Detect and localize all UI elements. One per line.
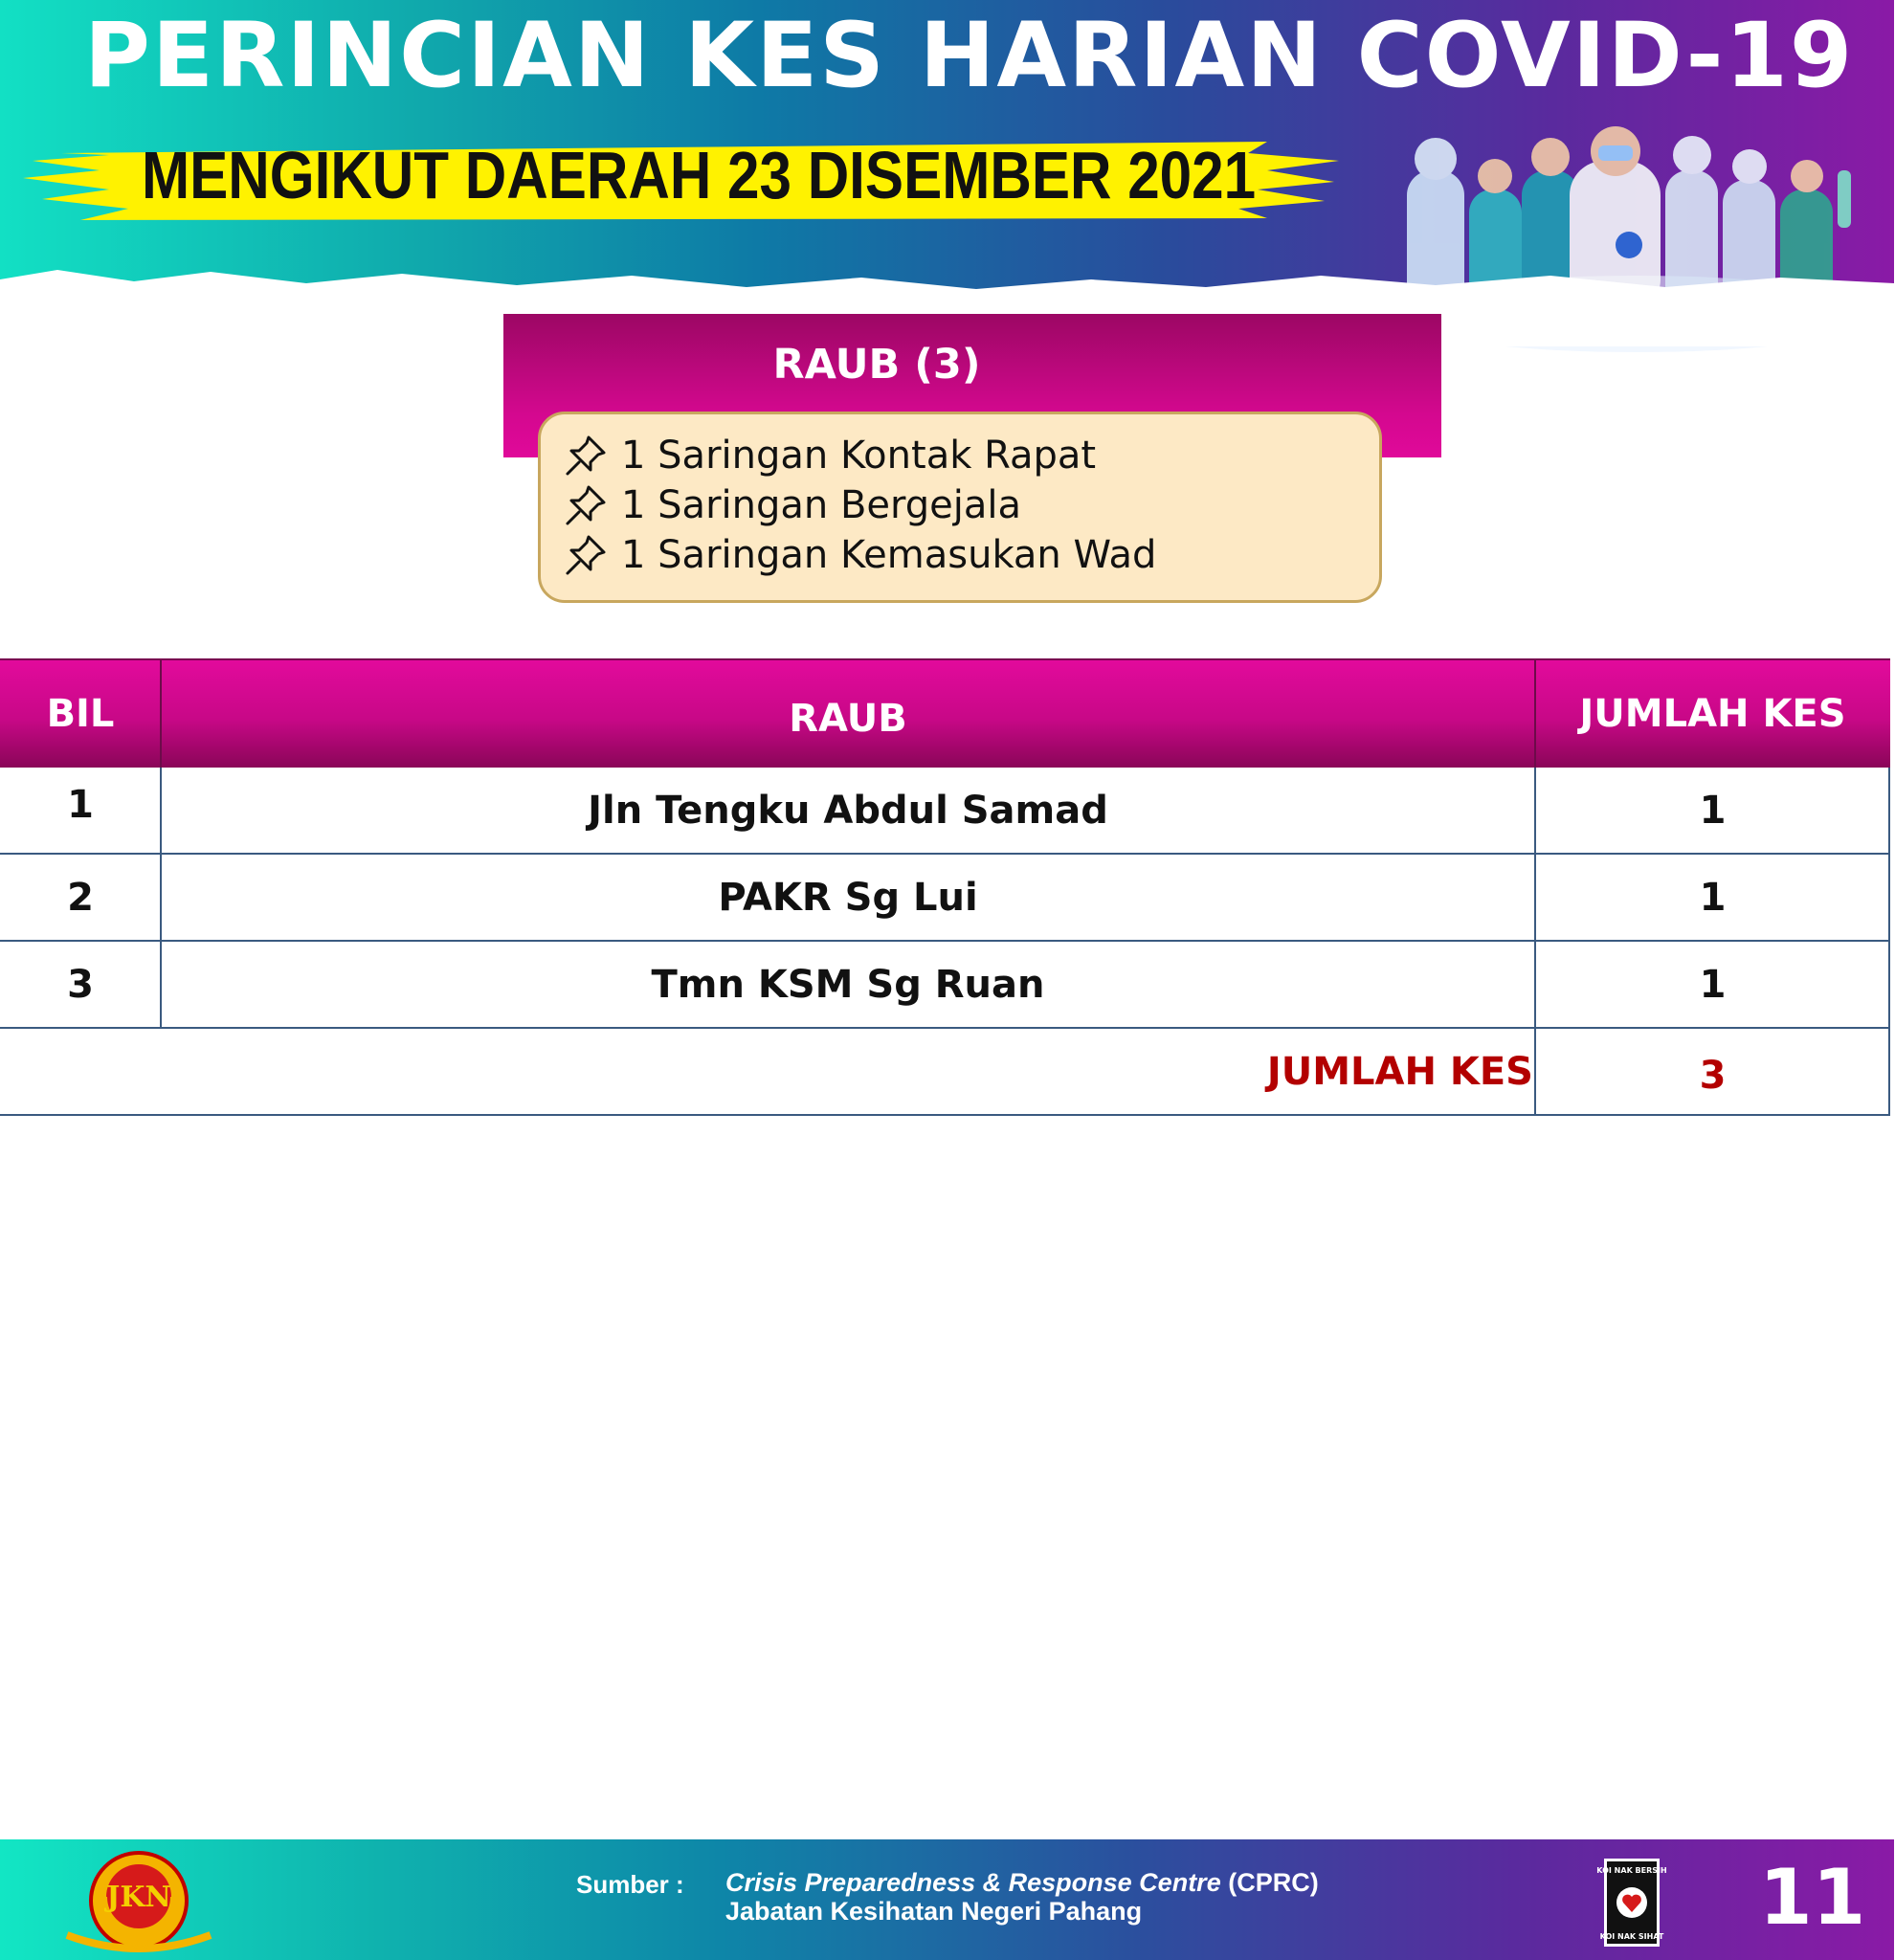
- column-header-bil: BIL: [46, 692, 115, 736]
- case-breakdown-box: [538, 412, 1382, 603]
- footer-bar: [0, 1839, 1894, 1960]
- koi-logo-top-text: KOI NAK BERSIH: [1596, 1866, 1667, 1875]
- header-banner: [0, 0, 1894, 304]
- row-count: 1: [1699, 788, 1727, 833]
- source-label: Sumber :: [576, 1870, 684, 1899]
- pushpin-icon: [562, 481, 610, 529]
- banner-title: PERINCIAN KES HARIAN COVID-19: [84, 4, 1855, 108]
- district-title: RAUB (3): [772, 341, 981, 389]
- table-row: [0, 768, 1890, 855]
- case-item-text: 1 Saringan Kontak Rapat: [621, 434, 1097, 478]
- row-location: Jln Tengku Abdul Samad: [588, 788, 1108, 833]
- row-number: 3: [67, 962, 94, 1007]
- jkn-logo-text: JKN: [106, 1881, 171, 1914]
- table-right-border: [1888, 768, 1890, 1116]
- case-item: [562, 531, 1156, 579]
- page-number: 11: [1759, 1853, 1866, 1942]
- row-number: 2: [67, 875, 94, 920]
- column-header-count: JUMLAH KES: [1579, 692, 1846, 736]
- pushpin-icon: [562, 432, 610, 479]
- jkn-logo: [57, 1847, 220, 1954]
- source-department: Jabatan Kesihatan Negeri Pahang: [725, 1897, 1143, 1926]
- row-count: 1: [1699, 875, 1727, 920]
- total-label: JUMLAH KES: [1266, 1049, 1533, 1094]
- case-item: [562, 481, 1021, 529]
- source-org-name: Crisis Preparedness & Response Centre: [725, 1868, 1221, 1897]
- row-location: Tmn KSM Sg Ruan: [651, 962, 1045, 1007]
- koi-logo-bottom-text: KOI NAK SIHAT: [1599, 1932, 1664, 1941]
- source-org-abbr: (CPRC): [1220, 1868, 1319, 1897]
- table-total-row: [0, 1029, 1890, 1116]
- table-header: [0, 658, 1890, 768]
- case-item-text: 1 Saringan Kemasukan Wad: [621, 533, 1157, 577]
- case-item-text: 1 Saringan Bergejala: [621, 483, 1021, 527]
- row-location: PAKR Sg Lui: [718, 875, 978, 920]
- row-number: 1: [67, 782, 94, 827]
- source-organization: [725, 1868, 1319, 1898]
- koi-nak-sihat-logo: [1596, 1859, 1667, 1947]
- table-row: [0, 855, 1890, 942]
- pushpin-icon: [562, 531, 610, 579]
- column-divider: [1534, 768, 1536, 1116]
- table-row: [0, 942, 1890, 1029]
- column-divider: [160, 768, 162, 1029]
- banner-subtitle: MENGIKUT DAERAH 23 DISEMBER 2021: [142, 138, 1257, 212]
- case-item: [562, 432, 1096, 479]
- total-value: 3: [1699, 1053, 1727, 1098]
- column-header-location: RAUB: [789, 697, 907, 741]
- row-count: 1: [1699, 962, 1727, 1007]
